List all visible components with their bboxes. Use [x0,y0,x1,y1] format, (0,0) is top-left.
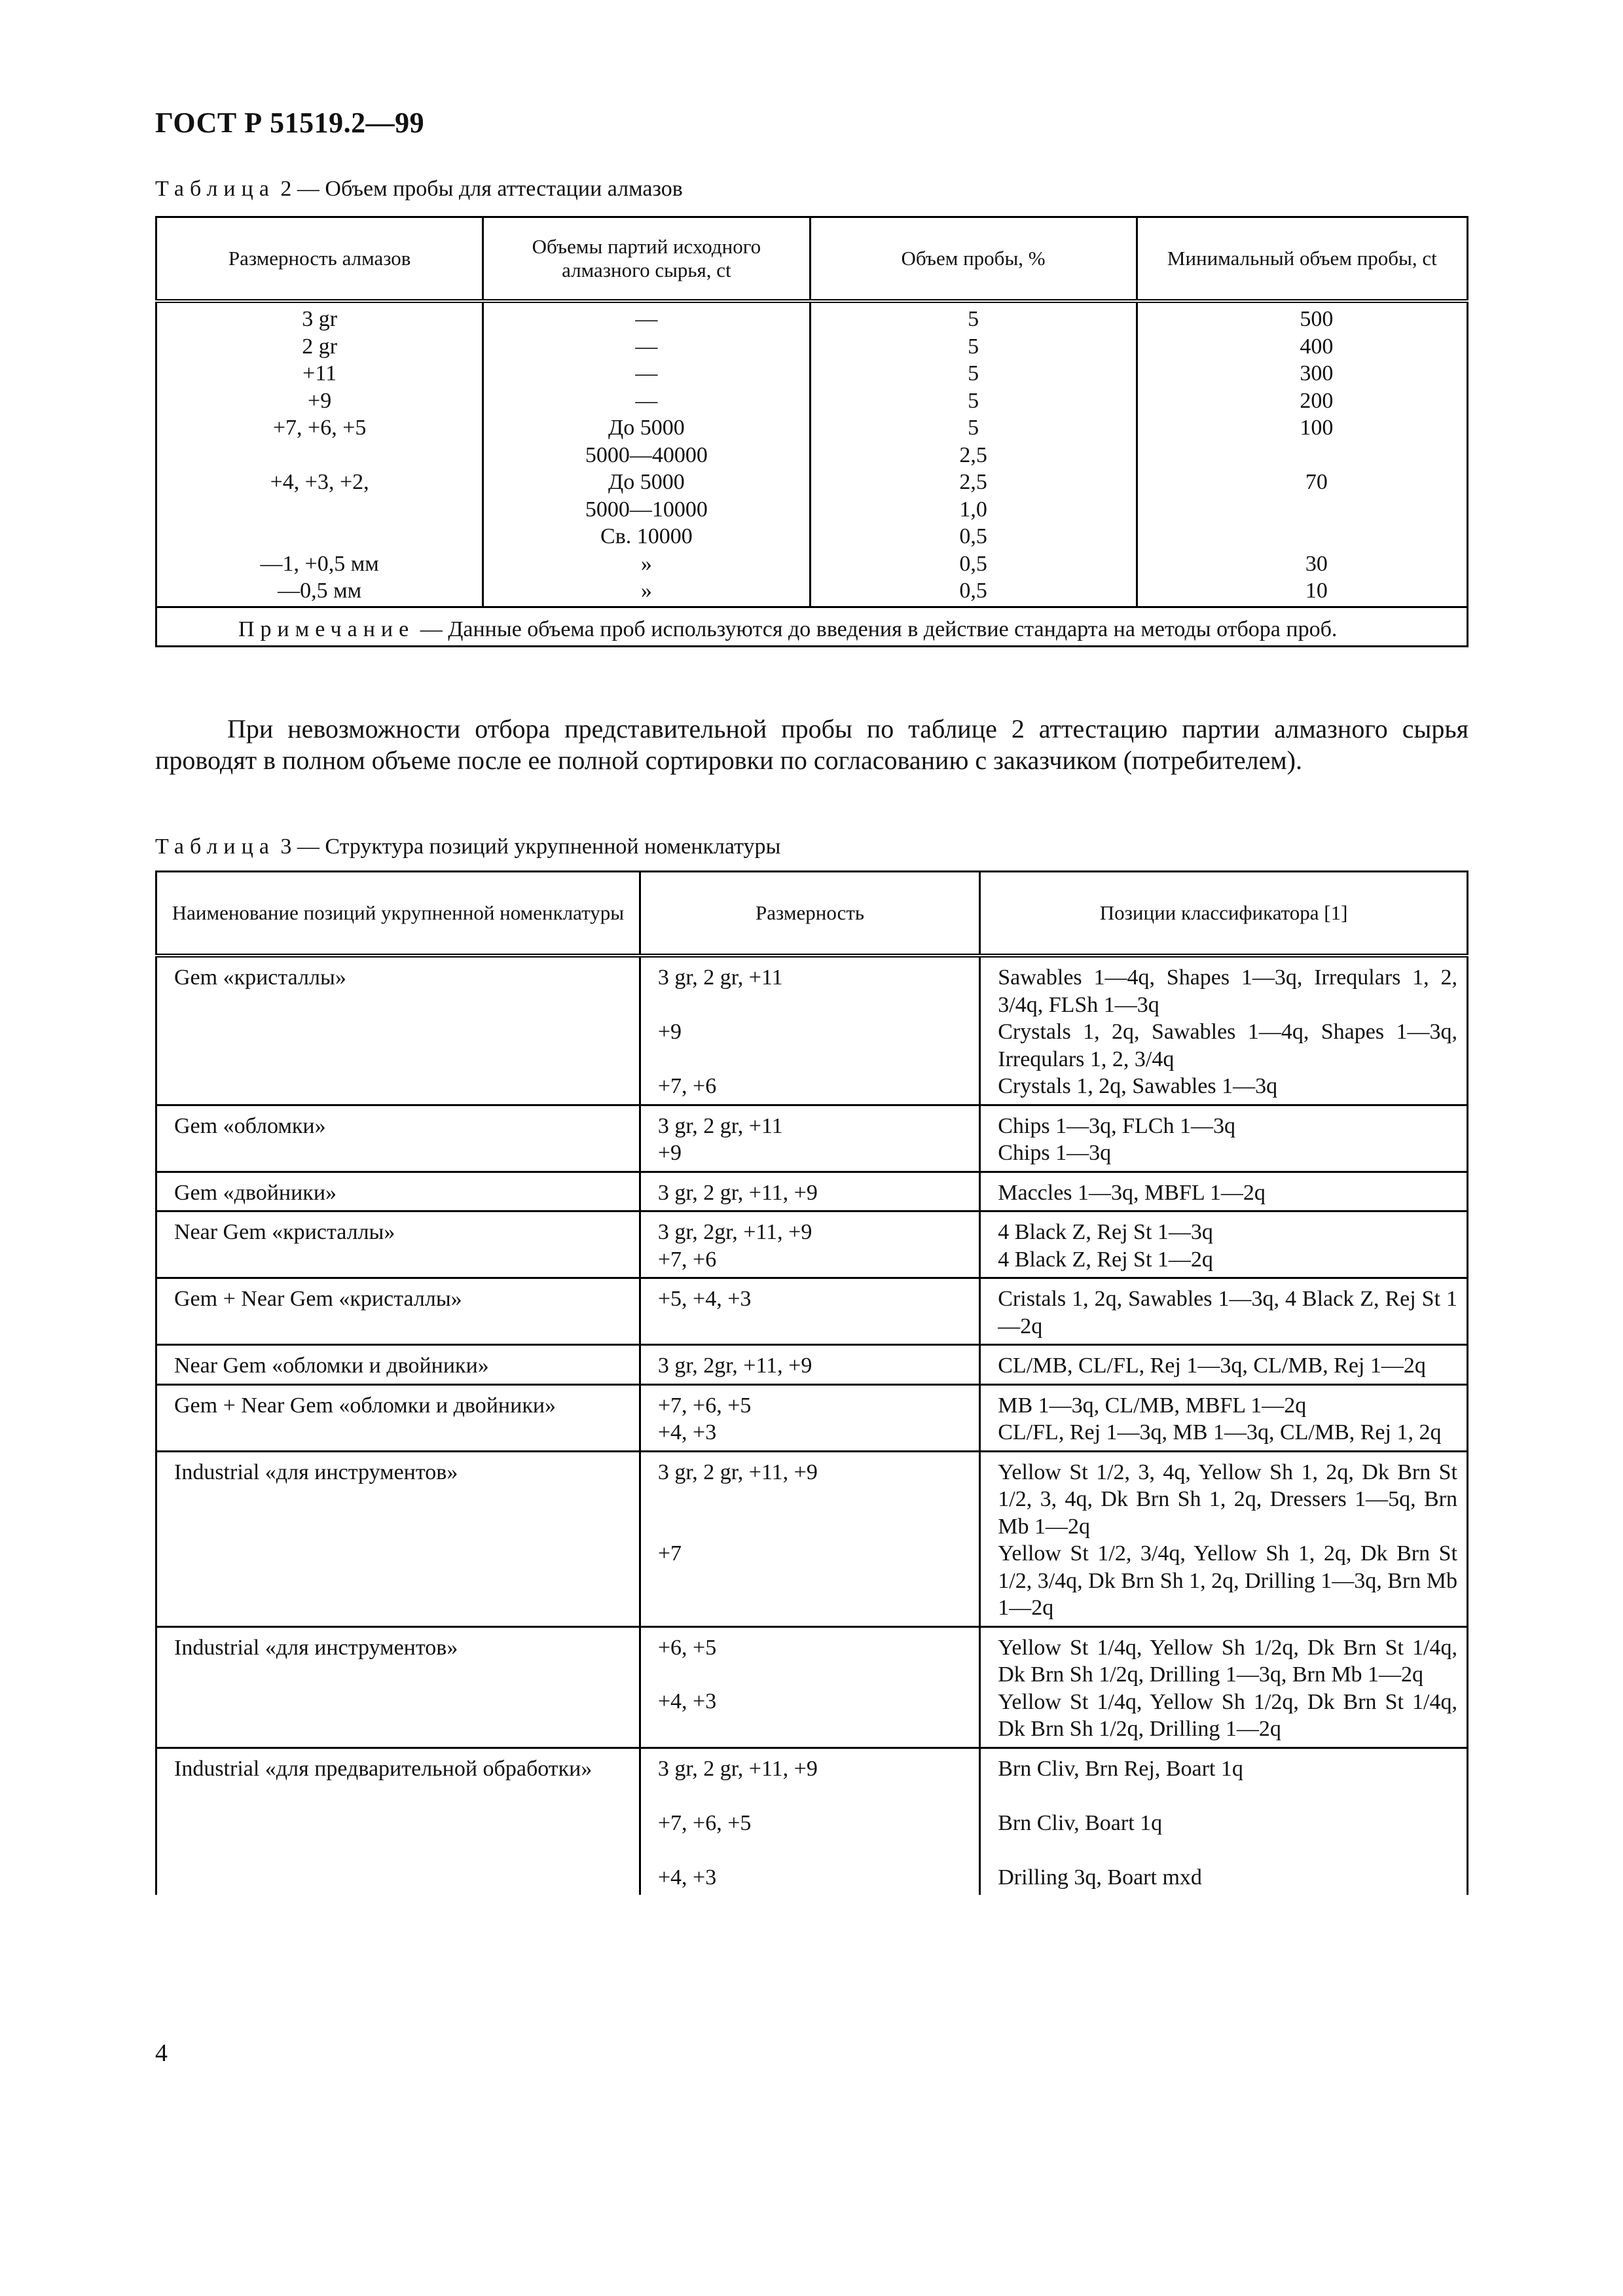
size-value: +7, +6, +5 [657,1810,752,1835]
minvol-value [1167,523,1467,550]
position-name-cell [156,956,640,1105]
classifier-positions: Drilling 3q, Boart mxd [998,1865,1202,1890]
lot-value: » [640,551,652,576]
size-value: 3 gr, 2 gr, +11 [657,1113,783,1138]
classifier-cell [980,1451,1468,1626]
size-value: +6, +5 [657,1635,717,1660]
size-value: —1, +0,5 мм [260,551,379,576]
size-value [157,442,482,469]
table-row [156,1172,1468,1211]
percent-value: 2,5 [959,442,987,467]
position-name-cell [156,1384,640,1451]
position-name: Industrial «для предварительной обработки» [174,1756,593,1781]
spacer [658,1837,967,1864]
position-name-cell [156,1451,640,1626]
classifier-positions: MB 1—3q, CL/MB, MBFL 1—2q [998,1393,1307,1418]
classifier-cell [980,1105,1468,1172]
table-row [156,1278,1468,1345]
size-value: +9 [308,388,332,413]
table2-caption-text: 2 — Объем пробы для аттестации алмазов [280,177,683,201]
table3-col-header: Позиции классификатора [1] [980,872,1468,956]
size-cell [640,1105,979,1172]
lot-value: 5000—10000 [585,497,708,522]
position-name: Industrial «для инструментов» [174,1635,458,1660]
position-name: Gem «кристаллы» [174,965,346,990]
table3 [155,870,1468,1895]
size-value: 3 gr, 2gr, +11, +9 [657,1354,812,1378]
table-row [156,1451,1468,1626]
table2-col-header: Размерность алмазов [156,217,483,302]
position-name: Gem «двойники» [174,1180,337,1205]
position-name: Gem «обломки» [174,1113,326,1138]
position-name: Gem + Near Gem «обломки и двойники» [174,1393,556,1418]
minvol-value: 400 [1300,334,1334,359]
lot-value: — [635,334,658,359]
size-value [157,496,482,524]
size-value: +7, +6, +5 [657,1393,752,1418]
minvol-value: 70 [1305,470,1328,494]
classifier-positions: Crystals 1, 2q, Sawables 1—4q, Shapes 1—3q, Irrequlars 1, 2, 3/4q [998,1020,1457,1071]
table-row [156,1748,1468,1895]
classifier-positions: Crystals 1, 2q, Sawables 1—3q [998,1074,1278,1098]
size-value: +7 [657,1541,682,1566]
size-cell [640,1211,979,1278]
classifier-cell [980,1384,1468,1451]
lot-value: До 5000 [608,416,685,440]
size-value: 3 gr, 2 gr, +11, +9 [657,1180,818,1205]
classifier-positions: CL/FL, Rej 1—3q, MB 1—3q, CL/MB, Rej 1, 2q [998,1420,1442,1444]
table3-caption-word: Таблица [155,834,275,859]
position-name-cell [156,1211,640,1278]
classifier-cell [980,956,1468,1105]
table2-minvol-cell [1137,301,1467,607]
position-name-cell [156,1105,640,1172]
classifier-positions: 4 Black Z, Rej St 1—2q [998,1247,1213,1272]
percent-value: 0,5 [959,579,987,603]
table-row [156,1105,1468,1172]
percent-value: 0,5 [959,551,987,576]
size-value [157,523,482,550]
classifier-positions: Chips 1—3q, FLCh 1—3q [998,1113,1235,1138]
percent-value: 2,5 [959,470,987,494]
classifier-positions: Maccles 1—3q, MBFL 1—2q [998,1180,1266,1205]
spacer [998,1837,1457,1864]
paragraph-text: При невозможности отбора представительной пробы по таблице 2 аттестацию партии алмазного сырья проводят в полном объеме после ее полной сортировки по согласованию с заказчиком (потребителем). [155,714,1468,775]
table2 [155,216,1468,647]
size-value: +4, +3 [657,1865,717,1890]
minvol-value: 100 [1300,416,1334,440]
table2-caption-word: Таблица [155,177,275,201]
size-value: —0,5 мм [278,579,362,603]
table-row [156,1345,1468,1385]
percent-value: 5 [968,416,979,440]
size-value: 3 gr, 2gr, +11, +9 [657,1220,812,1244]
table2-header-row [156,217,1468,302]
position-name-cell [156,1748,640,1895]
size-value: +7, +6 [657,1074,717,1098]
minvol-value: 200 [1300,388,1334,413]
table2-note [156,607,1468,646]
size-value: 3 gr, 2 gr, +11, +9 [657,1460,818,1484]
classifier-positions: Brn Cliv, Boart 1q [998,1810,1163,1835]
classifier-positions: Sawables 1—4q, Shapes 1—3q, Irrequlars 1, 2, 3/4q, FLSh 1—3q [998,965,1457,1017]
table-row [156,1211,1468,1278]
position-name: Industrial «для инструментов» [174,1460,458,1484]
position-name-cell [156,1172,640,1211]
classifier-cell [980,1172,1468,1211]
classifier-positions: Brn Cliv, Brn Rej, Boart 1q [998,1756,1243,1781]
lot-value: — [635,307,658,331]
classifier-positions: Chips 1—3q [998,1141,1112,1165]
table2-percent-cell [810,301,1137,607]
size-value: 3 gr, 2 gr, +11 [657,965,783,990]
size-cell [640,956,979,1105]
table2-size-cell [156,301,483,607]
lot-value: 5000—40000 [585,442,708,467]
size-value: 3 gr [302,307,338,331]
size-cell [640,1626,979,1748]
size-value: +7, +6 [657,1247,717,1272]
percent-value: 5 [968,388,979,413]
spacer [998,1782,1457,1810]
classifier-positions: 4 Black Z, Rej St 1—3q [998,1220,1213,1244]
minvol-value: 300 [1300,361,1334,386]
table3-col-header: Наименование позиций укрупненной номенклатуры [156,872,640,956]
table3-col-header: Размерность [640,872,979,956]
size-cell [640,1172,979,1211]
note-label: Примечание [238,617,415,641]
spacer [658,1782,967,1810]
percent-value: 0,5 [959,524,987,548]
page-number: 4 [155,2039,168,2067]
size-value: +9 [657,1019,682,1044]
position-name-cell [156,1345,640,1385]
size-value: +5, +4, +3 [657,1287,752,1311]
position-name-cell [156,1278,640,1345]
lot-value: До 5000 [608,470,685,494]
classifier-cell [980,1748,1468,1895]
classifier-positions: CL/MB, CL/FL, Rej 1—3q, CL/MB, Rej 1—2q [998,1354,1426,1378]
size-value: +4, +3 [657,1420,717,1444]
classifier-cell [980,1278,1468,1345]
position-name: Near Gem «кристаллы» [174,1220,395,1244]
classifier-positions: Cristals 1, 2q, Sawables 1—3q, 4 Black Z, Rej St 1—2q [998,1287,1457,1338]
classifier-positions: Yellow St 1/2, 3, 4q, Yellow Sh 1, 2q, Dk Brn St 1/2, 3, 4q, Dk Brn Sh 1, 2q, Dressers 1—5q, Brn Mb 1—2q [998,1460,1457,1539]
minvol-value: 500 [1300,307,1334,331]
percent-value: 5 [968,334,979,359]
minvol-value: 10 [1305,579,1328,603]
table-row [156,956,1468,1105]
lot-value: — [635,388,658,413]
size-value: +9 [657,1141,682,1165]
table3-caption-text: 3 — Структура позиций укрупненной номенклатуры [280,834,781,859]
size-cell [640,1278,979,1345]
table2-col-header: Объем пробы, % [810,217,1137,302]
size-value: 3 gr, 2 gr, +11, +9 [657,1756,818,1781]
size-cell [640,1748,979,1895]
percent-value: 5 [968,361,979,386]
table2-note-row [156,607,1468,646]
table2-body-row [156,301,1468,607]
size-value: +4, +3 [657,1689,717,1713]
percent-value: 5 [968,307,979,331]
lot-value: » [640,579,652,603]
body-paragraph [155,713,1468,776]
table-row [156,1384,1468,1451]
position-name-cell [156,1626,640,1748]
table2-col-header: Объемы партий исходного алмазного сырья, ct [483,217,810,302]
minvol-value [1167,442,1467,469]
minvol-value [1167,496,1467,524]
table-row [156,1626,1468,1748]
size-value: 2 gr [302,334,338,359]
classifier-cell [980,1626,1468,1748]
position-name: Near Gem «обломки и двойники» [174,1354,489,1378]
size-cell [640,1345,979,1385]
percent-value: 1,0 [959,497,987,522]
classifier-positions: Yellow St 1/4q, Yellow Sh 1/2q, Dk Brn St 1/4q, Dk Brn Sh 1/2q, Drilling 1—2q [998,1689,1457,1741]
table2-col-header: Минимальный объем пробы, ct [1137,217,1467,302]
size-value: +4, +3, +2, [270,470,369,494]
size-cell [640,1451,979,1626]
position-name: Gem + Near Gem «кристаллы» [174,1287,462,1311]
classifier-cell [980,1211,1468,1278]
classifier-cell [980,1345,1468,1385]
lot-value: Св. 10000 [600,524,693,548]
classifier-positions: Yellow St 1/4q, Yellow Sh 1/2q, Dk Brn St 1/4q, Dk Brn Sh 1/2q, Drilling 1—3q, Brn Mb 1—2q [998,1635,1457,1687]
lot-value: — [635,361,658,386]
classifier-positions: Yellow St 1/2, 3/4q, Yellow Sh 1, 2q, Dk Brn St 1/2, 3/4q, Dk Brn Sh 1, 2q, Drilling 1—3q, Brn Mb 1—2q [998,1541,1457,1620]
document-id: ГОСТ Р 51519.2—99 [155,107,425,139]
table3-caption [155,834,780,859]
note-text: — Данные объема проб используются до введения в действие стандарта на методы отбора проб. [414,617,1338,641]
size-value: +11 [302,361,337,386]
table2-caption [155,177,683,202]
size-value: +7, +6, +5 [272,416,367,440]
table3-header-row [156,872,1468,956]
size-cell [640,1384,979,1451]
table2-lot-cell [483,301,810,607]
minvol-value: 30 [1305,551,1328,576]
